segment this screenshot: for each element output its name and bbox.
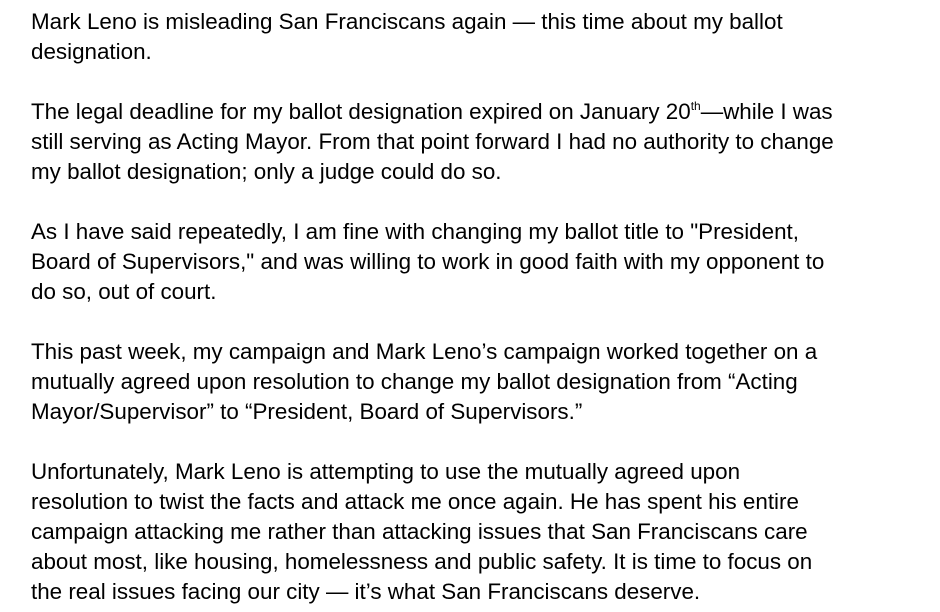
- paragraph-5: Unfortunately, Mark Leno is attempting to use the mutually agreed upon resolution to twist the facts and attack me once again. He has spent his entire campaign attacking me rather than attacking issues that San Franciscans care about most, like housing, homelessness and public safety. It is time to focus on the real issues facing our city — it’s what San Franciscans deserve.: [31, 459, 813, 604]
- paragraph-1: Mark Leno is misleading San Franciscans again — this time about my ballot designation.: [31, 9, 783, 64]
- ordinal-superscript: th: [690, 99, 701, 113]
- paragraph-2-text-start: The legal deadline for my ballot designation expired on January 20: [31, 99, 691, 124]
- paragraph-4: This past week, my campaign and Mark Leno’s campaign worked together on a mutually agreed upon resolution to change my ballot designation from “Acting Mayor/Supervisor” to “President, Board of Supervisors.”: [31, 339, 818, 424]
- paragraph-2-text-end: —while I was still serving as Acting Mayor. From that point forward I had no authority to change my ballot designation; only a judge could do so.: [31, 99, 834, 184]
- statement-document: [31, 7, 931, 607]
- paragraph-2: [31, 97, 931, 187]
- paragraph-3: As I have said repeatedly, I am fine with changing my ballot title to "President, Board of Supervisors," and was willing to work in good faith with my opponent to do so, out of court.: [31, 219, 825, 304]
